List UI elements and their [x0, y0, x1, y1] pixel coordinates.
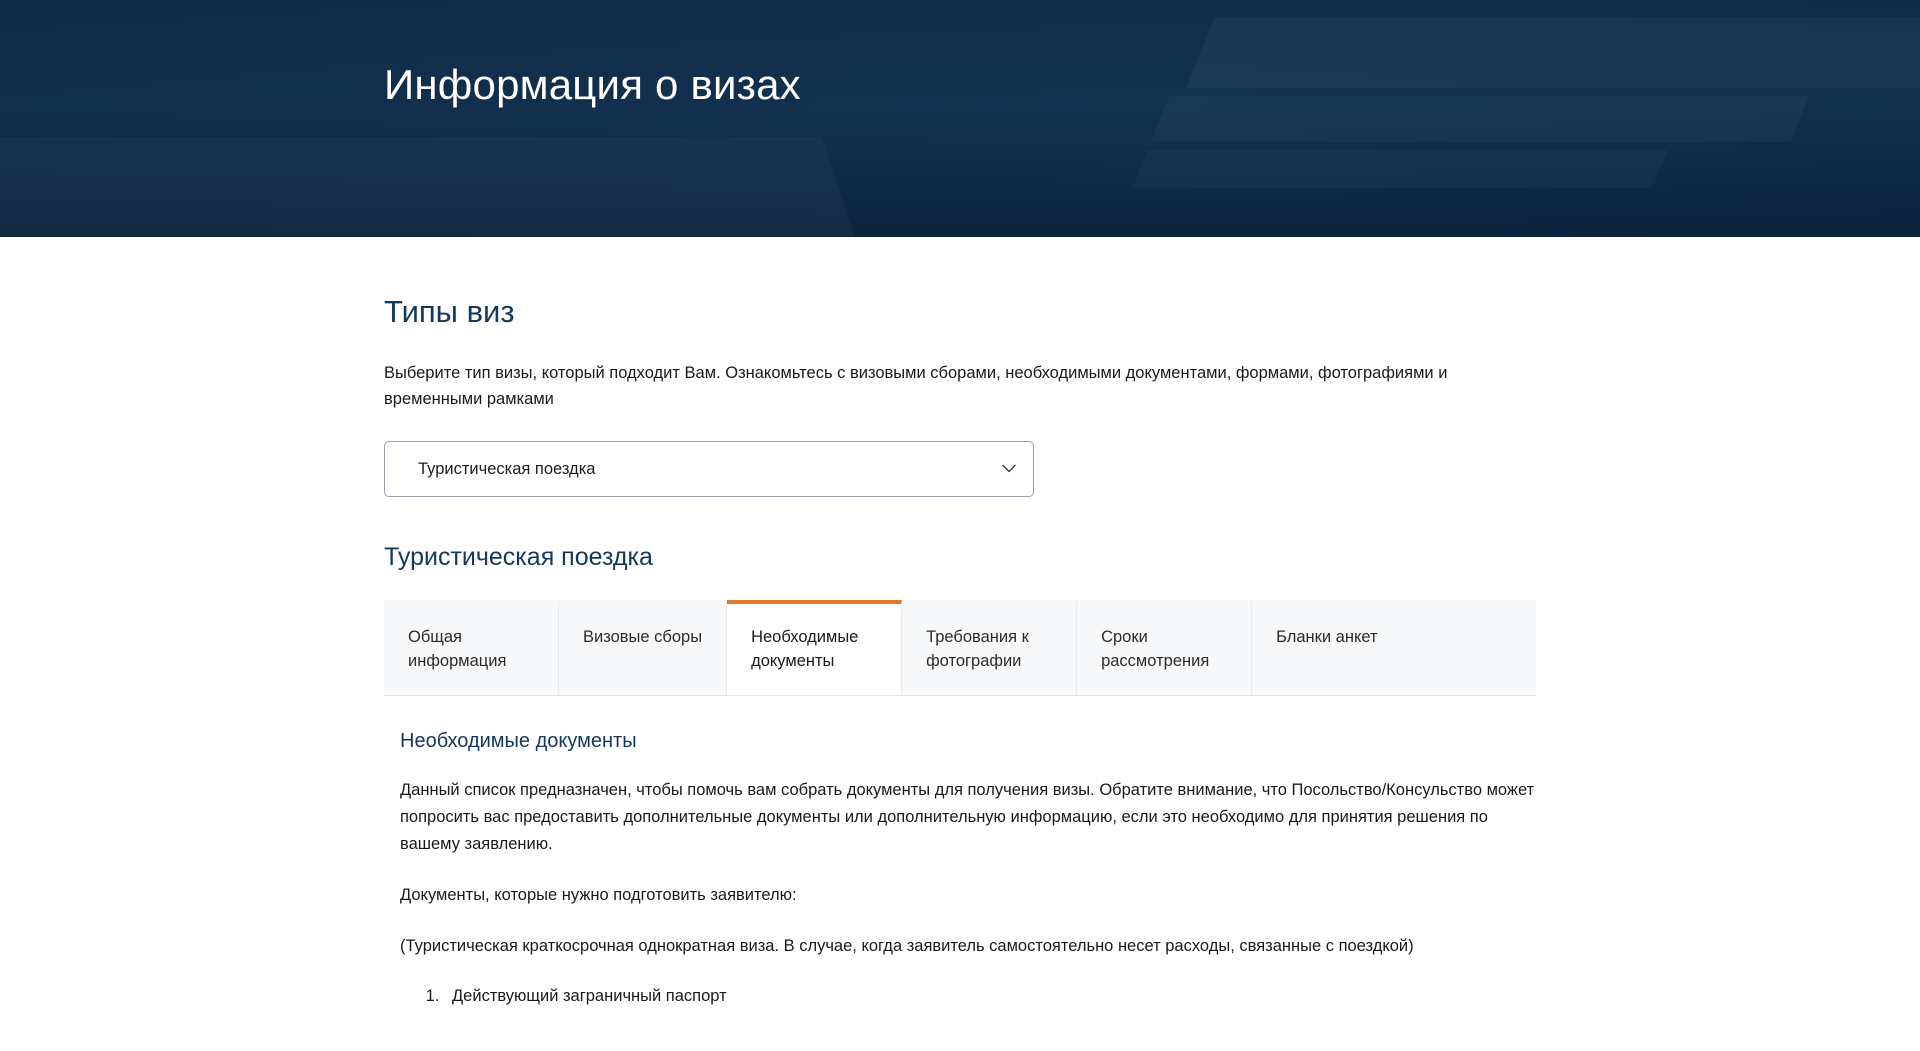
- required-documents-list: [400, 983, 1536, 1010]
- panel-paragraph-applicant-docs: Документы, которые нужно подготовить заявителю:: [400, 885, 797, 904]
- tab-panel-required-documents: [384, 696, 1536, 1011]
- selected-visa-type-title: Туристическая поездка: [384, 543, 653, 572]
- hero-decorative-shape: [1186, 18, 1920, 88]
- visa-type-select-wrapper: [384, 441, 1034, 497]
- tab-photo-requirements[interactable]: Требования к фотографии: [902, 600, 1077, 695]
- section-description: Выберите тип визы, который подходит Вам. Ознакомьтесь с визовыми сборами, необходимыми документами, формами, фотографиями и временными рамками: [384, 363, 1448, 409]
- visa-info-tabs: [384, 600, 1536, 696]
- tab-required-documents[interactable]: Необходимые документы: [727, 600, 902, 695]
- tab-general-information[interactable]: Общая информация: [384, 600, 559, 695]
- panel-title: Необходимые документы: [400, 730, 637, 753]
- panel-paragraph-intro: Данный список предназначен, чтобы помочь вам собрать документы для получения визы. Обратите внимание, что Посольство/Консульство может попросить вас предоставить дополнительные документы или дополнительную информацию, если это необходимо для принятия решения по вашему заявлению.: [400, 781, 1535, 853]
- list-item: 1. Действующий заграничный паспорт: [444, 983, 1536, 1010]
- page-hero-banner: [0, 0, 1920, 237]
- tab-visa-fees[interactable]: Визовые сборы: [559, 600, 727, 695]
- panel-paragraph-visa-note: (Туристическая краткосрочная однократная виза. В случае, когда заявитель самостоятельно несет расходы, связанные с поездкой): [400, 936, 1414, 955]
- hero-decorative-shape: [1132, 150, 1667, 188]
- tab-processing-times[interactable]: Сроки рассмотрения: [1077, 600, 1252, 695]
- tab-application-forms[interactable]: Бланки анкет: [1276, 628, 1378, 647]
- hero-decorative-shape: [0, 137, 858, 237]
- page-title: Информация о визах: [384, 61, 801, 109]
- hero-decorative-shape: [1151, 96, 1810, 142]
- page-content: [0, 237, 1920, 1051]
- section-title-visa-types: Типы виз: [384, 294, 515, 329]
- visa-type-select[interactable]: [384, 441, 1034, 497]
- content-container: [0, 237, 1920, 1011]
